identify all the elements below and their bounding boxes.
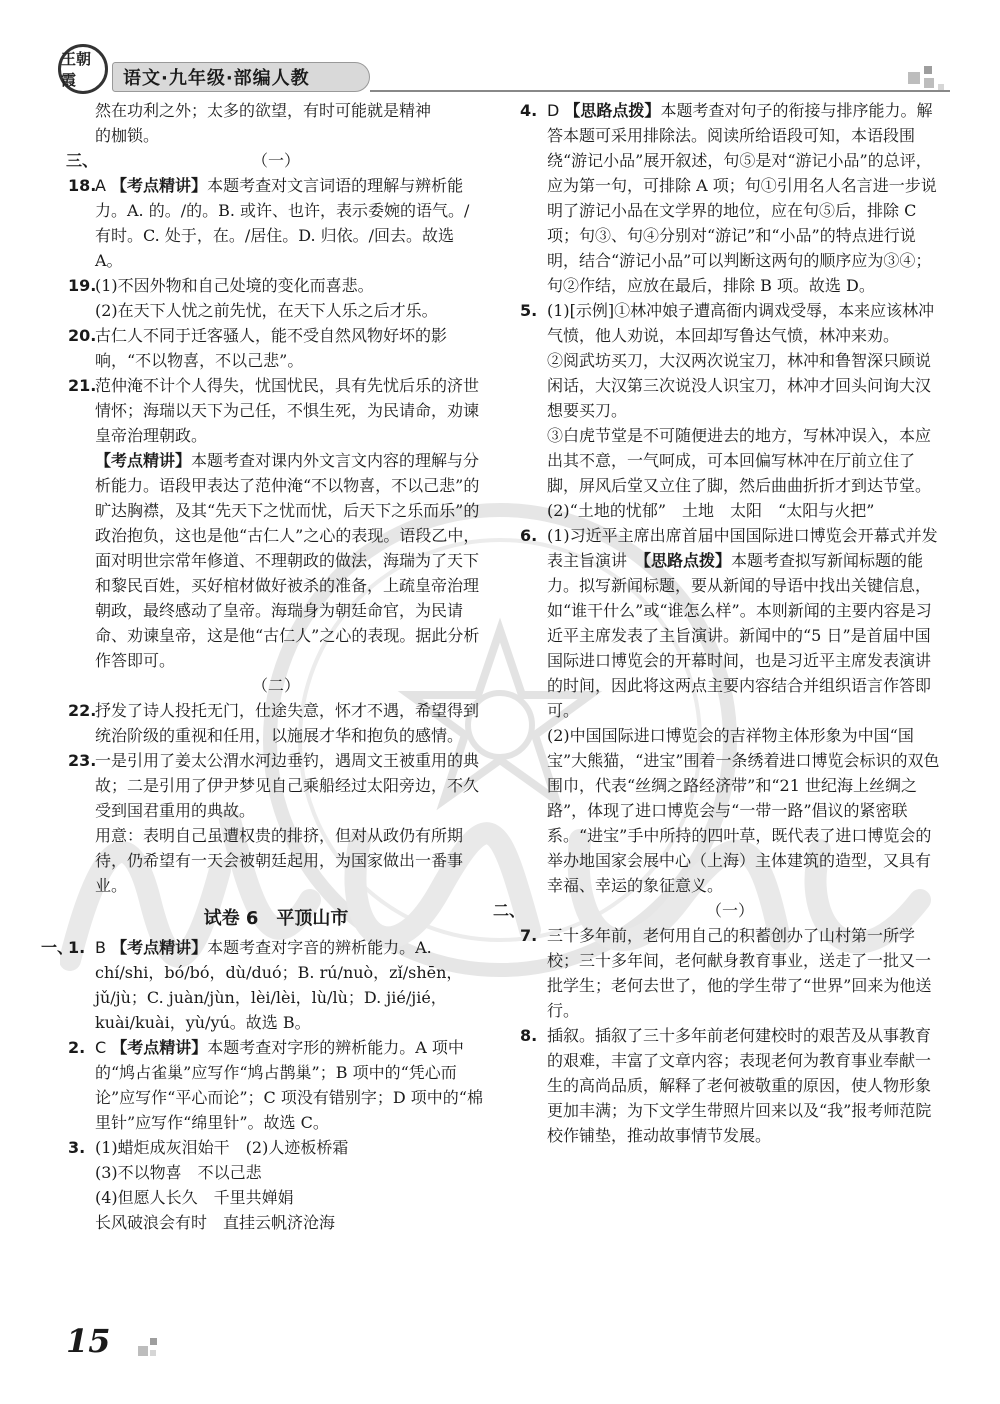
answer-text: 本题考查对文言词语的理解与辨析能力。A. 的。/的。B. 或许、也许，表示委婉的语气。/有时。C. 处于，在。/居住。D. 归依。/回去。故选 A。 [95, 176, 470, 270]
decor-square [138, 1346, 148, 1356]
answer-item [520, 923, 940, 1023]
answer-item [68, 698, 484, 748]
decor-square [938, 84, 944, 90]
decor-square [924, 78, 934, 88]
page-number: 15 [66, 1322, 111, 1360]
subsection-label: （二） [251, 676, 300, 695]
explanation-tag: 【考点精讲】 [111, 176, 208, 195]
left-column [41, 98, 484, 1235]
answer-item [41, 935, 484, 1035]
answer-text: ③白虎节堂是不可随便进去的地方，写林冲误入，本应出其不意，一气呵成，可本回偏写林冲在厅前立住了脚，屏风后堂又立住了脚，然后曲曲折折才到达节堂。 [547, 426, 932, 495]
answer-text: 范仲淹不计个人得失，忧国忧民，具有先忧后乐的济世情怀；海瑞以天下为己任，不惧生死，为民请命，劝谏皇帝治理朝政。 [95, 376, 480, 445]
answer-item [520, 98, 940, 298]
question-number: 20. [68, 326, 97, 345]
explanation-tag: 【思路点拨】 [564, 101, 661, 120]
explanation-text: 本题考查对课内外文言文内容的理解与分析能力。语段甲表达了范仲淹“不以物喜，不以己悲”的旷达胸襟，及其“先天下之忧而忧，后天下之乐而乐”的政治抱负，这也是他“古仁人”之心的表现。语段乙中，面对明世宗常年修道、不理朝政的做法，海瑞为了天下和黎民百姓，买好棺材做好被杀的准备，上疏皇帝治理朝政，最终感动了皇帝。海瑞身为朝廷命官，为民请命、劝谏皇帝，这是他“古仁人”之心的表现。据此分析作答即可。 [95, 451, 480, 670]
answer-item [68, 273, 484, 323]
answer-text: 本题考查对字形的辨析能力。A 项中的“鸠占雀巢”应写作“鸠占鹊巢”；B 项中的“凭心而论”应写作“平心而论”；C 项没有错别字；D 项中的“棉里针”应写作“绵里针”。故选 C。 [95, 1038, 483, 1132]
answer-text: (2)在天下人忧之前先忧，在天下人乐之后才乐。 [95, 301, 438, 320]
question-number: 3. [68, 1138, 86, 1157]
book-title: 语文·九年级·部编人教 [123, 68, 310, 89]
question-number: 21. [68, 376, 97, 395]
brand-logo [58, 44, 108, 94]
section-number: 一、 [41, 938, 74, 957]
answer-item [68, 173, 484, 273]
answer-text: 三十多年前，老何用自己的积蓄创办了山村第一所学校；三十多年间，老何献身教育事业，送走了一批又一批学生；老何去世了，他的学生带了“世界”回来为他送行。 [547, 926, 932, 1020]
answer-letter: A [95, 176, 106, 195]
answer-letter: C [95, 1038, 107, 1057]
answer-text: (2)“土地的忧郁” 土地 太阳 “太阳与火把” [547, 501, 875, 520]
explanation-text: 本题考查拟写新闻标题的能力。拟写新闻标题，要从新闻的导语中找出关键信息，如“谁干什么”或“谁怎么样”。本则新闻的主要内容是习近平主席发表了主旨演讲。新闻中的“5 日”是首届中国国际进口博览会的开幕时间，也是习近平主席发表演讲的时间，因此将这两点主要内容结合并组织语言作答即可。 [547, 551, 932, 720]
decor-square [908, 72, 920, 84]
explanation-tag: 【考点精讲】 [111, 938, 208, 957]
question-number: 19. [68, 276, 97, 295]
question-number: 2. [68, 1038, 86, 1057]
exam-title: 试卷 6 平顶山市 [203, 908, 349, 929]
question-number: 6. [520, 526, 538, 545]
answer-text: ②阅武坊买刀，大汉两次说宝刀，林冲和鲁智深只顾说闲话，大汉第三次说没人识宝刀，林冲才回头问询大汉想要买刀。 [547, 351, 932, 420]
header-title-bar [112, 62, 370, 92]
question-number: 4. [520, 101, 538, 120]
answer-item [68, 323, 484, 373]
answer-item [68, 1035, 484, 1135]
answer-letter: D [547, 101, 560, 120]
answer-text: 长风破浪会有时 直挂云帆济沧海 [95, 1213, 336, 1232]
decor-square [924, 66, 932, 74]
decor-square [150, 1338, 157, 1345]
decor-square [150, 1350, 156, 1356]
answer-text: (1)蜡炬成灰泪始干 (2)人迹板桥霜 [95, 1138, 349, 1157]
answer-text: 本题考查对字音的辨析能力。A. chí/shi，bó/bó，dù/duó；B. rú/nuò，zǐ/shēn，jǔ/jù；C. juàn/jùn，lèi/lèi，lù/lù；D. jié/jié，kuài/kuài，yù/yú。故选 B。 [95, 938, 463, 1032]
question-number: 18. [68, 176, 97, 195]
answer-text: (3)不以物喜 不以己悲 [95, 1163, 262, 1182]
answer-item [68, 1135, 484, 1235]
answer-text: (2)中国国际进口博览会的吉祥物主体形象为中国“国宝”大熊猫，“进宝”围着一条绣着进口博览会标识的双色围巾，代表“丝绸之路经济带”和“21 世纪海上丝绸之路”，体现了进口博览会与“一带一路”倡议的紧密联系。“进宝”手中所持的四叶草，既代表了进口博览会的举办地国家会展中心（上海）主体建筑的造型，又具有幸福、幸运的象征意义。 [547, 726, 940, 895]
answer-text: 一是引用了姜太公渭水河边垂钓，遇周文王被重用的典故；二是引用了伊尹梦见自己乘船经过太阳旁边，不久受到国君重用的典故。 [95, 751, 480, 820]
answer-item [68, 373, 484, 673]
answer-item [68, 748, 484, 898]
answer-text: (1)[示例]①林冲娘子遭高衙内调戏受辱，本来应该林冲气愤，他人劝说，本回却写鲁达气愤，林冲来劝。 [547, 301, 935, 345]
explanation-tag: 【考点精讲】 [95, 451, 192, 470]
section-heading [68, 673, 484, 698]
answer-item [520, 523, 940, 898]
answer-item [520, 298, 940, 523]
section-number: 三、 [66, 151, 99, 170]
page-header [50, 42, 950, 98]
subsection-label: （一） [705, 901, 754, 920]
answer-text: (1)不因外物和自己处境的变化而喜悲。 [95, 276, 374, 295]
answer-text: 古仁人不同于迁客骚人，能不受自然风物好坏的影响，“不以物喜，不以己悲”。 [95, 326, 448, 370]
section-number: 二、 [493, 901, 526, 920]
answer-text: 用意：表明自己虽遭权贵的排挤，但对从政仍有所期待，仍希望有一天会被朝廷起用，为国家做出一番事业。 [95, 826, 464, 895]
question-number: 1. [68, 938, 86, 957]
explanation-tag: 【考点精讲】 [111, 1038, 208, 1057]
question-number: 5. [520, 301, 538, 320]
section-heading [493, 898, 940, 923]
header-rule [370, 90, 950, 92]
continued-text: 然在功利之外；太多的欲望，有时可能就是精神 [95, 101, 432, 120]
right-column [493, 98, 940, 1148]
question-number: 22. [68, 701, 97, 720]
continued-text: 的枷锁。 [95, 126, 160, 145]
question-number: 7. [520, 926, 538, 945]
answer-item [520, 1023, 940, 1148]
question-number: 23. [68, 751, 97, 770]
answer-letter: B [95, 938, 106, 957]
answer-text: (4)但愿人长久 千里共婵娟 [95, 1188, 294, 1207]
brand-logo-text: 王朝霞 [61, 50, 92, 89]
answer-text: 本题考查对句子的衔接与排序能力。解答本题可采用排除法。阅读所给语段可知，本语段围绕“游记小品”展开叙述，句⑤是对“游记小品”的总评，应为第一句，可排除 A 项；句①引用名人名言进一步说明了游记小品在文学界的地位，应在句⑤后，排除 C 项；句③、句④分别对“游记”和“小品”的特点进行说明，结合“游记小品”可以判断这两句的顺序应为③④；句②作结，应放在最后，排除 B 项。故选 D。 [547, 101, 937, 295]
answer-text: (1)习近平主席出席首届中国国际进口博览会开幕式并发表主旨演讲 [547, 526, 938, 570]
question-number: 8. [520, 1026, 538, 1045]
answer-text: 插叙。插叙了三十多年前老何建校时的艰苦及从事教育的艰难，丰富了文章内容；表现老何为教育事业奉献一生的高尚品质，解释了老何被敬重的原因，使人物形象更加丰满；为下文学生带照片回来以及“我”报考师范院校作铺垫，推动故事情节发展。 [547, 1026, 932, 1145]
explanation-tag: 【思路点拨】 [643, 551, 732, 570]
subsection-label: （一） [251, 151, 300, 170]
answer-text: 抒发了诗人投托无门，仕途失意，怀才不遇，希望得到统治阶级的重视和任用，以施展才华和抱负的感情。 [95, 701, 480, 745]
section-heading [68, 148, 484, 173]
